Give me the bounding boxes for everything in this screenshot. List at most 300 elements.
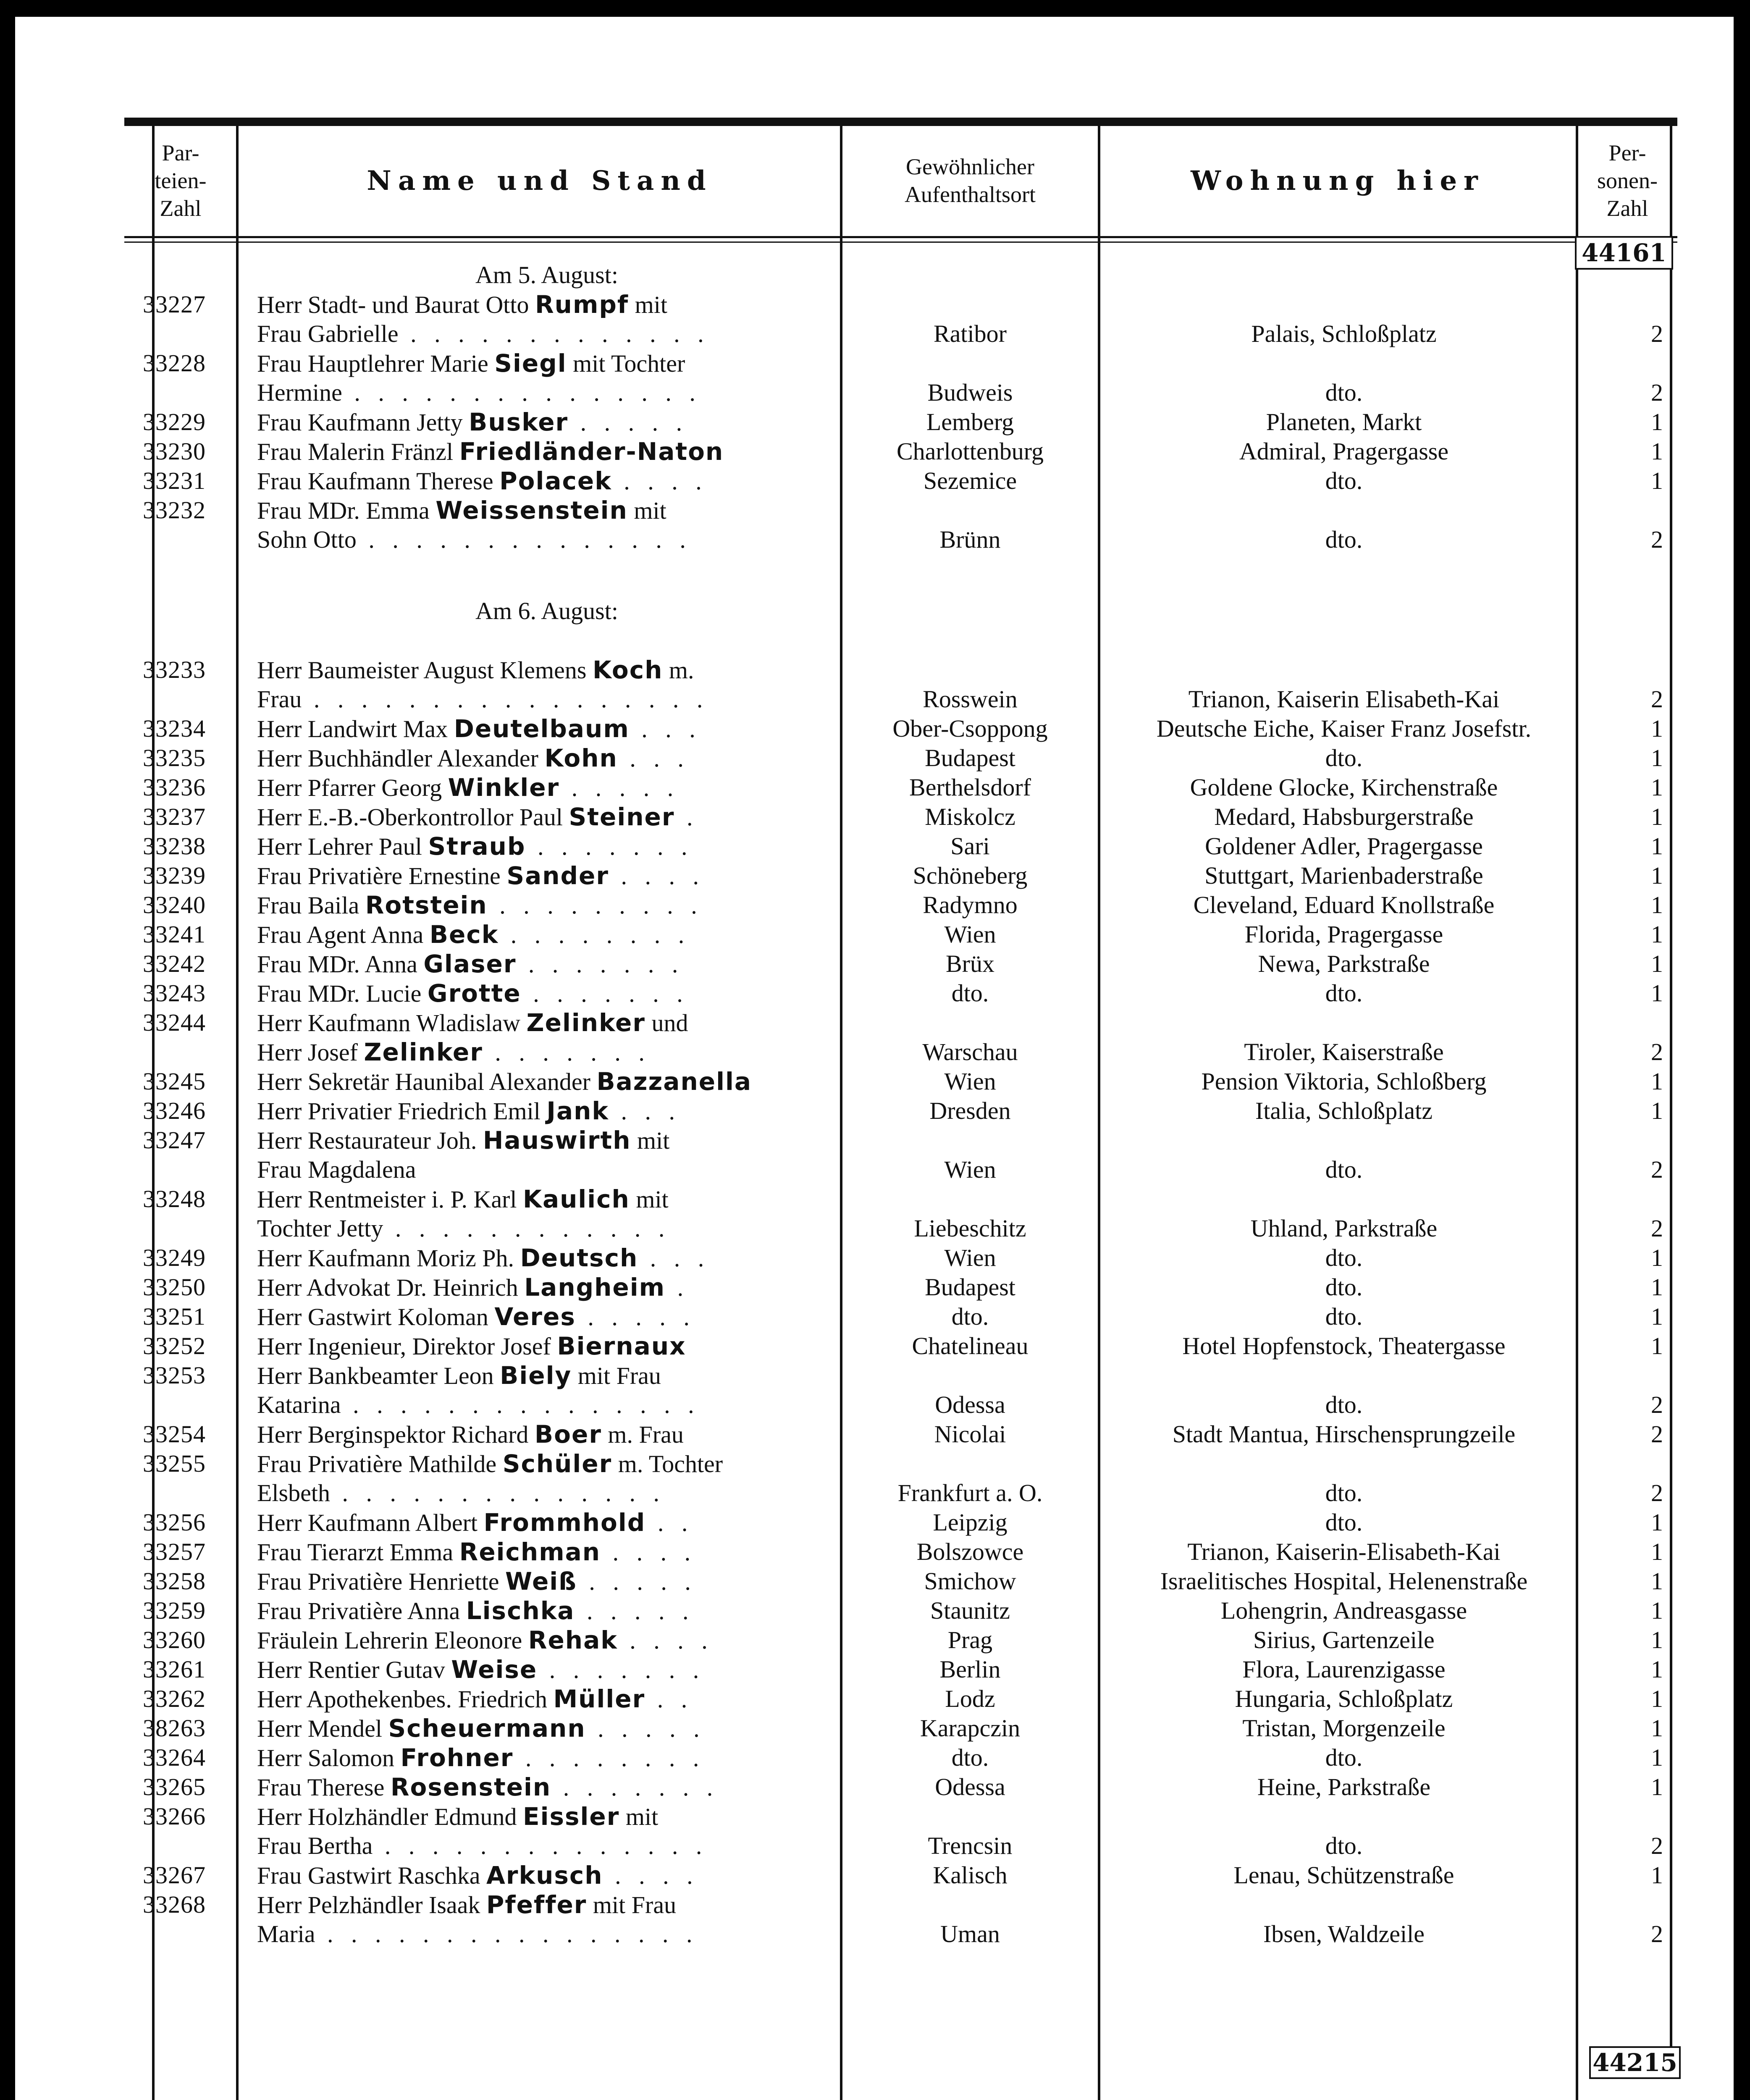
usual-residence: Odessa <box>935 1391 1005 1418</box>
leader-dots: . <box>674 803 699 831</box>
final-total: 44215 <box>1589 2046 1681 2079</box>
name-prefix: Herr Landwirt Max <box>257 715 454 743</box>
local-lodging: Cleveland, Eduard Knollstraße <box>1193 891 1495 919</box>
ledger-row <box>0 1214 1750 1243</box>
name-and-status <box>257 319 837 349</box>
party-number: 38263 <box>143 1714 206 1742</box>
usual-residence: Berlin <box>939 1656 1001 1683</box>
name-and-status <box>257 1831 837 1861</box>
person-count: 1 <box>1651 774 1663 801</box>
person-count: 1 <box>1651 467 1663 494</box>
local-lodging: dto. <box>1325 1391 1363 1418</box>
name-and-status <box>257 1096 837 1126</box>
name-and-status <box>257 407 837 437</box>
person-count: 1 <box>1651 979 1663 1007</box>
name-and-status <box>257 1684 837 1714</box>
person-count: 1 <box>1651 1097 1663 1124</box>
name-and-status <box>257 1772 837 1802</box>
leader-dots: . . . . . . . . . . . . . . . . . <box>302 685 709 713</box>
usual-residence: Ober-Csoppong <box>892 715 1048 742</box>
ledger-row <box>0 1361 1750 1390</box>
header-name: Name und Stand <box>367 165 713 197</box>
leader-dots: . . . . . . . . <box>499 921 690 948</box>
usual-residence: Warschau <box>922 1038 1018 1066</box>
surname: Siegl <box>494 349 567 378</box>
ledger-row <box>0 685 1750 714</box>
name-prefix: Frau Bertha <box>257 1832 373 1859</box>
person-count: 2 <box>1651 1215 1663 1242</box>
name-prefix: Frau Malerin Fränzl <box>257 438 459 465</box>
party-number: 33239 <box>143 862 206 889</box>
name-and-status <box>257 349 837 378</box>
name-and-status <box>257 685 837 714</box>
party-number: 33244 <box>143 1009 206 1036</box>
leader-dots: . . . . . . . <box>537 1656 705 1683</box>
date-heading-row <box>0 260 1750 290</box>
name-and-status <box>257 1126 837 1155</box>
surname: Veres <box>494 1302 576 1331</box>
name-prefix: Herr Berginspektor Richard <box>257 1421 535 1448</box>
name-and-status <box>257 496 837 525</box>
name-prefix: Herr Sekretär Haunibal Alexander <box>257 1068 597 1095</box>
surname: Biernaux <box>557 1332 686 1360</box>
party-number: 33267 <box>143 1861 206 1889</box>
surname: Hauswirth <box>483 1126 631 1155</box>
ledger-row <box>0 1037 1750 1067</box>
local-lodging: dto. <box>1325 1832 1363 1859</box>
ledger-row <box>0 1684 1750 1714</box>
person-count: 1 <box>1651 1714 1663 1742</box>
person-count: 1 <box>1651 803 1663 830</box>
person-count: 1 <box>1651 1861 1663 1889</box>
local-lodging: Tristan, Morgenzeile <box>1242 1714 1446 1742</box>
party-number: 33257 <box>143 1538 206 1565</box>
party-number: 33268 <box>143 1891 206 1918</box>
name-prefix: Frau Kaufmann Jetty <box>257 409 469 436</box>
person-count: 2 <box>1651 1038 1663 1066</box>
name-prefix: Herr Pfarrer Georg <box>257 774 448 801</box>
ledger-row <box>0 1861 1750 1890</box>
name-and-status <box>257 861 837 891</box>
name-and-status <box>257 920 837 950</box>
usual-residence: Wien <box>944 1244 996 1271</box>
person-count: 1 <box>1651 1303 1663 1330</box>
party-number: 33230 <box>143 438 206 465</box>
name-and-status <box>257 1273 837 1302</box>
person-count: 2 <box>1651 526 1663 553</box>
name-prefix: Frau Privatière Anna <box>257 1597 466 1625</box>
name-prefix: Herr Holzhändler Edmund <box>257 1803 523 1830</box>
party-number: 33233 <box>143 656 206 683</box>
party-number: 33249 <box>143 1244 206 1271</box>
party-number: 33260 <box>143 1626 206 1654</box>
person-count: 1 <box>1651 1597 1663 1624</box>
surname: Beck <box>429 920 499 949</box>
party-number: 33245 <box>143 1068 206 1095</box>
name-and-status <box>257 1302 837 1332</box>
usual-residence: Dresden <box>929 1097 1011 1124</box>
name-prefix: Herr Buchhändler Alexander <box>257 745 545 772</box>
name-prefix: Frau Kaufmann Therese <box>257 467 500 495</box>
name-prefix: Herr Mendel <box>257 1715 388 1742</box>
name-prefix: Herr Kaufmann Wladislaw <box>257 1009 527 1037</box>
surname: Koch <box>592 656 663 684</box>
leader-dots: . . . . . . . <box>516 950 684 978</box>
local-lodging: Pension Viktoria, Schloßberg <box>1201 1068 1487 1095</box>
header-personen: Per- sonen- Zahl <box>1597 140 1658 221</box>
usual-residence: Trencsin <box>928 1832 1013 1859</box>
person-count: 1 <box>1651 744 1663 772</box>
local-lodging: Hungaria, Schloßplatz <box>1235 1685 1453 1712</box>
party-number: 33246 <box>143 1097 206 1124</box>
name-prefix: Frau Tierarzt Emma <box>257 1538 459 1566</box>
leader-dots: . . . . . <box>575 1303 695 1331</box>
local-lodging: dto. <box>1325 1744 1363 1771</box>
local-lodging: Ibsen, Waldzeile <box>1263 1920 1425 1948</box>
surname: Boer <box>534 1420 602 1449</box>
surname: Weise <box>451 1655 538 1684</box>
party-number: 33240 <box>143 891 206 919</box>
leader-dots: . . . . . . . <box>483 1039 651 1066</box>
name-prefix: Herr Stadt- und Baurat Otto <box>257 291 535 318</box>
name-and-status <box>257 1567 837 1596</box>
local-lodging: dto. <box>1325 467 1363 494</box>
surname: Rumpf <box>535 290 629 319</box>
local-lodging: dto. <box>1325 379 1363 406</box>
local-lodging: Medard, Habsburgerstraße <box>1214 803 1474 830</box>
person-count: 1 <box>1651 1567 1663 1595</box>
name-and-status <box>257 714 837 744</box>
name-prefix: Herr Privatier Friedrich Emil <box>257 1097 547 1125</box>
leader-dots: . . . <box>638 1244 710 1272</box>
ledger-row <box>0 1067 1750 1096</box>
name-and-status <box>257 1214 837 1243</box>
leader-dots: . <box>665 1274 690 1301</box>
name-prefix: Tochter Jetty <box>257 1215 383 1242</box>
person-count: 1 <box>1651 438 1663 465</box>
name-prefix: Frau <box>257 685 302 713</box>
name-and-status <box>257 743 837 773</box>
name-and-status <box>257 1596 837 1626</box>
name-and-status <box>257 378 837 407</box>
surname: Arkusch <box>486 1861 603 1890</box>
usual-residence: Ratibor <box>934 320 1007 347</box>
person-count: 2 <box>1651 1920 1663 1948</box>
party-number: 33247 <box>143 1126 206 1154</box>
ledger-row <box>0 1331 1750 1361</box>
party-number: 33232 <box>143 496 206 524</box>
surname: Glaser <box>423 950 517 978</box>
party-number: 33248 <box>143 1185 206 1213</box>
usual-residence: Brüx <box>946 950 994 977</box>
party-number: 33234 <box>143 715 206 742</box>
name-and-status <box>257 802 837 832</box>
usual-residence: Charlottenburg <box>896 438 1044 465</box>
leader-dots: . . <box>645 1685 693 1713</box>
ledger-row <box>0 407 1750 437</box>
surname: Müller <box>553 1685 645 1713</box>
usual-residence: Chatelineau <box>912 1332 1028 1360</box>
name-and-status <box>257 1714 837 1743</box>
name-prefix: Herr Gastwirt Koloman <box>257 1303 495 1331</box>
name-prefix: Herr Kaufmann Moriz Ph. <box>257 1244 520 1272</box>
name-prefix: Herr Kaufmann Albert <box>257 1509 484 1536</box>
name-prefix: Elsbeth <box>257 1479 330 1507</box>
name-and-status <box>257 1802 837 1832</box>
header-rule <box>124 236 1677 238</box>
name-and-status <box>257 1390 837 1420</box>
header-ort: Gewöhnlicher Aufenthaltsort <box>905 154 1036 207</box>
name-prefix: Herr Salomon <box>257 1744 401 1772</box>
ledger-row <box>0 1537 1750 1567</box>
leader-dots: . . . <box>617 745 690 772</box>
person-count: 1 <box>1651 891 1663 919</box>
header-rule-double <box>124 242 1677 243</box>
ledger-row <box>0 1184 1750 1214</box>
usual-residence: Rosswein <box>923 685 1018 713</box>
name-suffix: mit <box>629 291 667 318</box>
local-lodging: Trianon, Kaiserin-Elisabeth-Kai <box>1187 1538 1501 1565</box>
surname: Straub <box>428 832 526 861</box>
ledger-row <box>0 1420 1750 1449</box>
surname: Rosenstein <box>390 1773 551 1801</box>
surname: Winkler <box>448 773 560 802</box>
usual-residence: Lodz <box>945 1685 995 1712</box>
party-number: 33229 <box>143 408 206 436</box>
leader-dots: . . . . . . . <box>551 1774 719 1801</box>
usual-residence: Wien <box>944 921 996 948</box>
person-count: 1 <box>1651 862 1663 889</box>
ledger-row <box>0 920 1750 949</box>
surname: Busker <box>469 408 569 436</box>
name-and-status <box>257 1420 837 1449</box>
person-count: 1 <box>1651 1773 1663 1801</box>
leader-dots: . . . . . . . . . . . . . . <box>330 1479 665 1507</box>
surname: Rehak <box>528 1626 618 1654</box>
local-lodging: dto. <box>1325 526 1363 553</box>
local-lodging: Stadt Mantua, Hirschensprungzeile <box>1172 1420 1516 1448</box>
person-count: 1 <box>1651 1744 1663 1771</box>
leader-dots: . . . . . . . . . . . . <box>383 1215 671 1242</box>
person-count: 1 <box>1651 921 1663 948</box>
name-and-status <box>257 1508 837 1538</box>
name-and-status <box>257 1478 837 1508</box>
party-number: 33253 <box>143 1362 206 1389</box>
name-and-status <box>257 1037 837 1067</box>
header-wohnung: Wohnung hier <box>1191 165 1485 197</box>
usual-residence: Wien <box>944 1068 996 1095</box>
name-and-status <box>257 1890 837 1920</box>
name-and-status <box>257 1919 837 1949</box>
ledger-row <box>0 496 1750 525</box>
usual-residence: Sari <box>950 832 990 860</box>
party-number: 33256 <box>143 1509 206 1536</box>
party-number: 33262 <box>143 1685 206 1712</box>
name-suffix: und <box>645 1009 688 1037</box>
surname: Sander <box>506 861 609 890</box>
ledger-row <box>0 861 1750 890</box>
leader-dots: . . . . . . . . . . . . . . . . <box>315 1920 698 1948</box>
name-prefix: Herr Restaurateur Joh. <box>257 1127 483 1154</box>
name-suffix: mit <box>631 1127 670 1154</box>
person-count: 1 <box>1651 832 1663 860</box>
name-and-status <box>257 1008 837 1038</box>
party-number: 33252 <box>143 1332 206 1360</box>
date-heading: Am 5. August: <box>475 261 618 289</box>
leader-dots: . . . . . <box>559 774 680 801</box>
name-prefix: Frau Gabrielle <box>257 320 399 347</box>
leader-dots: . . . . <box>603 1862 699 1889</box>
local-lodging: dto. <box>1325 979 1363 1007</box>
leader-dots: . . . . . <box>585 1715 706 1742</box>
person-count: 2 <box>1651 1479 1663 1507</box>
ledger-row <box>0 1155 1750 1184</box>
ledger-row <box>0 1273 1750 1302</box>
person-count: 1 <box>1651 1244 1663 1271</box>
leader-dots: . . . <box>609 1097 681 1125</box>
usual-residence: Brünn <box>939 526 1001 553</box>
local-lodging: dto. <box>1325 1273 1363 1301</box>
name-prefix: Frau MDr. Anna <box>257 950 424 978</box>
usual-residence: Liebeschitz <box>914 1215 1026 1242</box>
name-and-status <box>257 1067 837 1097</box>
name-and-status <box>257 832 837 861</box>
surname: Grotte <box>427 979 521 1008</box>
local-lodging: Flora, Laurenzigasse <box>1242 1656 1446 1683</box>
person-count: 1 <box>1651 1656 1663 1683</box>
name-prefix: Herr Bankbeamter Leon <box>257 1362 500 1389</box>
leader-dots: . . . . . . . <box>525 833 693 860</box>
usual-residence: Prag <box>947 1626 993 1654</box>
name-prefix: Frau MDr. Lucie <box>257 980 428 1007</box>
name-prefix: Herr Rentier Gutav <box>257 1656 451 1683</box>
party-number: 33258 <box>143 1567 206 1595</box>
surname: Bazzanella <box>596 1067 752 1096</box>
name-prefix: Frau Agent Anna <box>257 921 430 948</box>
ledger-row <box>0 832 1750 861</box>
surname: Frommhold <box>483 1508 646 1537</box>
surname: Friedländer-Naton <box>459 437 724 466</box>
party-number: 33236 <box>143 774 206 801</box>
local-lodging: Admiral, Pragergasse <box>1239 438 1449 465</box>
person-count: 1 <box>1651 1538 1663 1565</box>
surname: Rotstein <box>365 891 488 919</box>
surname: Schüler <box>502 1449 612 1478</box>
person-count: 2 <box>1651 1420 1663 1448</box>
name-and-status <box>257 979 837 1008</box>
local-lodging: Heine, Parkstraße <box>1257 1773 1431 1801</box>
name-suffix: mit Tochter <box>567 350 685 377</box>
local-lodging: dto. <box>1325 1303 1363 1330</box>
usual-residence: Bolszowce <box>916 1538 1024 1565</box>
ledger-row <box>0 290 1750 319</box>
usual-residence: Odessa <box>935 1773 1005 1801</box>
party-number: 33227 <box>143 291 206 318</box>
local-lodging: Deutsche Eiche, Kaiser Franz Josefstr. <box>1156 715 1532 742</box>
local-lodging: Lenau, Schützenstraße <box>1233 1861 1454 1889</box>
person-count: 1 <box>1651 715 1663 742</box>
name-and-status <box>257 1743 837 1773</box>
leader-dots: . . . . <box>601 1538 697 1566</box>
name-and-status <box>257 466 837 496</box>
person-count: 2 <box>1651 320 1663 347</box>
name-prefix: Frau Privatière Henriette <box>257 1568 506 1595</box>
name-and-status <box>257 1243 837 1273</box>
party-number: 33259 <box>143 1597 206 1624</box>
person-count: 1 <box>1651 1068 1663 1095</box>
surname: Steiner <box>569 803 675 831</box>
ledger-row <box>0 1802 1750 1831</box>
local-lodging: Stuttgart, Marienbaderstraße <box>1204 862 1483 889</box>
party-number: 33243 <box>143 979 206 1007</box>
name-and-status <box>257 290 837 320</box>
local-lodging: Tiroler, Kaiserstraße <box>1244 1038 1444 1066</box>
usual-residence: Miskolcz <box>925 803 1015 830</box>
ledger-row <box>0 1008 1750 1037</box>
leader-dots: . . <box>645 1509 694 1536</box>
surname: Jank <box>546 1097 609 1125</box>
usual-residence: Karapczin <box>920 1714 1021 1742</box>
leader-dots: . . . . . . . . . . . . . <box>398 320 710 347</box>
name-prefix: Sohn Otto <box>257 526 357 553</box>
usual-residence: Kalisch <box>933 1861 1007 1889</box>
ledger-row <box>0 773 1750 802</box>
surname: Scheuermann <box>388 1714 586 1743</box>
ledger-row <box>0 1743 1750 1772</box>
name-prefix: Herr Josef <box>257 1039 364 1066</box>
name-and-status <box>257 1449 837 1479</box>
party-number: 33254 <box>143 1420 206 1448</box>
local-lodging: Goldener Adler, Pragergasse <box>1205 832 1483 860</box>
person-count: 1 <box>1651 1332 1663 1360</box>
local-lodging: dto. <box>1325 1156 1363 1183</box>
local-lodging: dto. <box>1325 1509 1363 1536</box>
ledger-row <box>0 437 1750 466</box>
ledger-row <box>0 1243 1750 1273</box>
surname: Biely <box>500 1361 572 1390</box>
surname: Lischka <box>466 1596 575 1625</box>
name-suffix: m. Frau <box>601 1421 684 1448</box>
date-heading-row <box>0 596 1750 626</box>
leader-dots: . . . . . . . . . . . . . . . <box>342 379 701 406</box>
ledger-row <box>0 890 1750 920</box>
ledger-row <box>0 1831 1750 1861</box>
local-lodging: Lohengrin, Andreasgasse <box>1220 1597 1467 1624</box>
person-count: 1 <box>1651 1509 1663 1536</box>
local-lodging: dto. <box>1325 1479 1363 1507</box>
ledger-row <box>0 378 1750 407</box>
surname: Kaulich <box>523 1185 630 1213</box>
ledger-row <box>0 714 1750 743</box>
ledger-row <box>0 743 1750 773</box>
name-prefix: Fräulein Lehrerin Eleonore <box>257 1627 528 1654</box>
local-lodging: Uhland, Parkstraße <box>1250 1215 1438 1242</box>
usual-residence: Budapest <box>925 744 1015 772</box>
name-prefix: Frau Therese <box>257 1774 391 1801</box>
party-number: 33261 <box>143 1656 206 1683</box>
name-and-status <box>257 1155 837 1184</box>
name-suffix: m. Tochter <box>612 1450 723 1478</box>
leader-dots: . . . . <box>609 862 705 890</box>
usual-residence: Lemberg <box>926 408 1014 436</box>
usual-residence: dto. <box>951 1744 989 1771</box>
name-suffix: mit <box>619 1803 659 1830</box>
local-lodging: Planeten, Markt <box>1266 408 1422 436</box>
party-number: 33251 <box>143 1303 206 1330</box>
leader-dots: . . . <box>629 715 701 743</box>
surname: Weissenstein <box>436 496 628 525</box>
ledger-row <box>0 349 1750 378</box>
